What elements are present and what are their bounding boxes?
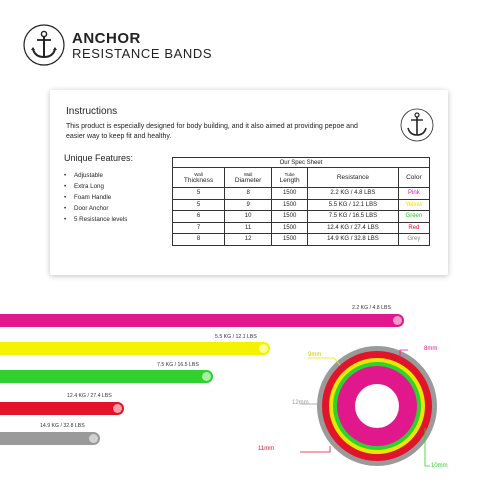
features-title: Unique Features:: [64, 153, 134, 163]
color-cell: Yellow: [398, 199, 429, 211]
list-item: • Extra Long: [64, 181, 127, 192]
dimension-label-11mm: 11mm: [258, 446, 275, 452]
table-row: [173, 234, 430, 246]
table-cell: 2.2 KG / 4.8 LBS: [308, 188, 399, 200]
tube-end: [202, 372, 211, 381]
brand-subtitle: RESISTANCE BANDS: [72, 46, 213, 61]
table-cell: 1500: [272, 199, 308, 211]
instructions-text: This product is especially designed for body building, and it also aimed at providing pepoe and easier way to keep fit and healthy.: [66, 123, 358, 140]
features-list: [64, 170, 127, 225]
list-item: • 5 Resistance levels: [64, 214, 127, 225]
list-item: • Adjustable: [64, 170, 127, 181]
table-cell: 6: [173, 211, 225, 223]
table-cell: 12: [225, 234, 272, 246]
table-cell: 1500: [272, 211, 308, 223]
color-cell: Green: [398, 211, 429, 223]
table-cell: 8: [173, 234, 225, 246]
table-cell: 5: [173, 188, 225, 200]
table-cell: 7.5 KG / 16.5 LBS: [308, 211, 399, 223]
tube-label-yellow: 5.5 KG / 12.1 LBS: [215, 334, 257, 340]
table-cell: 12.4 KG / 27.4 LBS: [308, 222, 399, 234]
tube-label-grey: 14.9 KG / 32.8 LBS: [40, 423, 85, 429]
column-header: Resistance: [308, 168, 399, 188]
spec-table: [172, 157, 430, 246]
table-cell: 7: [173, 222, 225, 234]
tube-grey: [0, 432, 100, 445]
tube-end: [393, 316, 402, 325]
tube-end: [259, 344, 268, 353]
table-cell: 5.5 KG / 12.1 LBS: [308, 199, 399, 211]
table-cell: 1500: [272, 188, 308, 200]
tube-green: [0, 370, 213, 383]
column-header: Tube Length: [272, 168, 308, 188]
tube-red: [0, 402, 124, 415]
table-cell: 11: [225, 222, 272, 234]
table-cell: 1500: [272, 234, 308, 246]
column-header: Wall Thickness: [173, 168, 225, 188]
table-row: [173, 211, 430, 223]
spec-title: Our Spec Sheet: [173, 158, 430, 168]
table-cell: 10: [225, 211, 272, 223]
tube-end: [89, 434, 98, 443]
tube-label-pink: 2.2 KG / 4.8 LBS: [352, 305, 391, 311]
brand-name: ANCHOR: [72, 30, 141, 47]
table-row: [173, 222, 430, 234]
color-cell: Grey: [398, 234, 429, 246]
color-cell: Pink: [398, 188, 429, 200]
tube-pink: [0, 314, 404, 327]
list-item: • Foam Handle: [64, 192, 127, 203]
instruction-card: [50, 90, 448, 275]
cross-section-diagram: [300, 336, 452, 488]
tube-yellow: [0, 342, 270, 355]
instructions-title: Instructions: [66, 106, 118, 117]
dimension-label-9mm: 9mm: [308, 352, 322, 358]
dimension-label-10mm: 10mm: [431, 463, 448, 469]
table-cell: 9: [225, 199, 272, 211]
column-header: Color: [398, 168, 429, 188]
dimension-label-8mm: 8mm: [424, 346, 438, 352]
color-cell: Red: [398, 222, 429, 234]
anchor-logo-icon: [22, 23, 66, 67]
list-item: • Door Anchor: [64, 203, 127, 214]
dimension-label-12mm: 12mm: [292, 400, 309, 406]
tube-end: [113, 404, 122, 413]
column-header: Wall Diameter: [225, 168, 272, 188]
tube-label-red: 12.4 KG / 27.4 LBS: [67, 393, 112, 399]
table-cell: 8: [225, 188, 272, 200]
tube-label-green: 7.5 KG / 16.5 LBS: [157, 362, 199, 368]
table-row: [173, 188, 430, 200]
anchor-icon: [400, 106, 434, 144]
table-cell: 14.9 KG / 32.8 LBS: [308, 234, 399, 246]
table-cell: 5: [173, 199, 225, 211]
table-row: [173, 199, 430, 211]
table-cell: 1500: [272, 222, 308, 234]
